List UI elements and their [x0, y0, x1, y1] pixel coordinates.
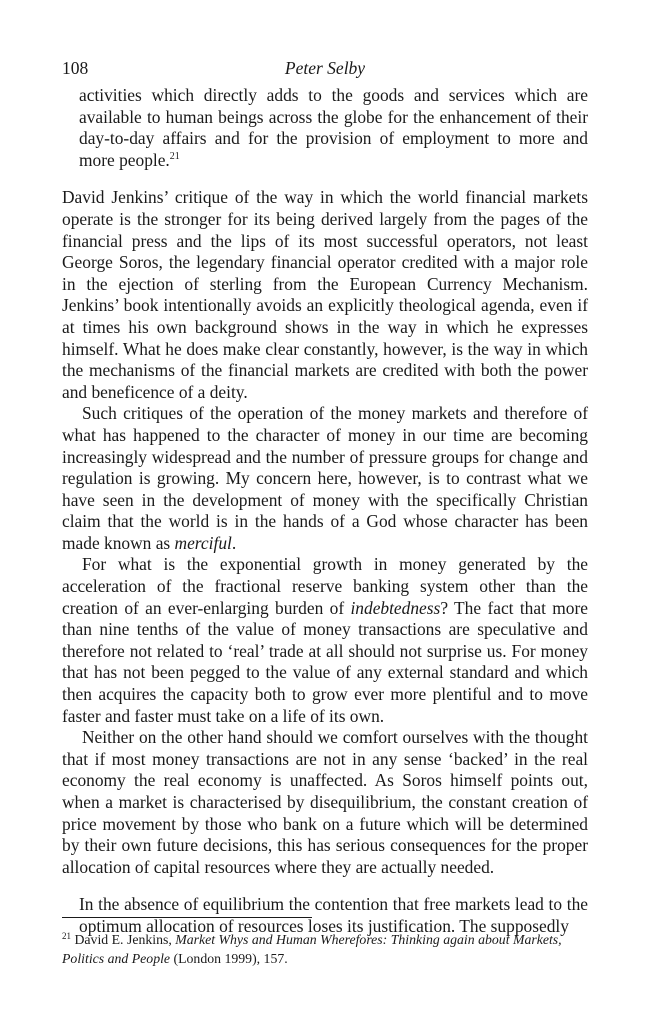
footnote-number: 21 [62, 931, 71, 941]
paragraph-2-text: Such critiques of the operation of the money markets and therefore of what has happened to the character of money in our time are becoming increasingly widespread and the number of pressure groups for change and regulation is growing. My concern here, however, is to contrast what we have seen in the development of money with the specifically Christian claim that the world is in the hands of a God whose character has been made known as [62, 403, 588, 553]
paragraph-4: Neither on the other hand should we comfort ourselves with the thought that if most money transactions are not in any sense ‘backed’ in the real economy the real economy is unaffected. As Soros himself points out, when a market is characterised by disequilibrium, the constant creation of price movement by those who bank on a future which will be determined by their own future decisions, this has serious consequences for the proper allocation of capital resources where they are actually needed. [62, 727, 588, 877]
block-quote-2: In the absence of equilibrium the contention that free markets lead to the optimum allocation of resources loses its justification. The supposedly [79, 894, 588, 936]
paragraph-3-text: For what is the exponential growth in money generated by the acceleration of the fractional reserve banking system other than the creation of an ever-enlarging burden of [62, 554, 588, 618]
footnote [62, 930, 588, 968]
page-number: 108 [62, 58, 89, 78]
emphasis-indebtedness: indebtedness [350, 597, 441, 618]
footnote-author: David E. Jenkins, [74, 932, 176, 947]
footnote-reference: 21 [169, 150, 180, 162]
emphasis-merciful: merciful [174, 532, 232, 553]
footnote-details: (London 1999), 157. [170, 951, 288, 966]
running-head: Peter Selby [284, 58, 366, 78]
footnote-title: Market Whys and Human Wherefores: Thinking again about Markets, Politics and People [62, 932, 562, 966]
footnote-divider [62, 917, 312, 918]
paragraph-2-end: . [231, 532, 237, 553]
paragraph-2 [62, 403, 588, 554]
paragraph-3 [62, 554, 588, 727]
main-text [62, 85, 588, 938]
block-quote-1-text: activities which directly adds to the goods and services which are available to human beings across the globe for the enhancement of their day-to-day affairs and for the provision of employment to more and more people. [79, 85, 588, 170]
block-quote-1 [62, 85, 588, 171]
paragraph-1: David Jenkins’ critique of the way in which the world financial markets operate is the stronger for its being derived largely from the pages of the financial press and the lips of its most successful operators, not least George Soros, the legendary financial operator credited with a major role in the ejection of sterling from the European Currency Mechanism. Jenkins’ book intentionally avoids an explicitly theological agenda, even if at times his own background shows in the way in which he expresses himself. What he does make clear constantly, however, is the way in which the mechanisms of the financial markets are credited with both the power and beneficence of a deity. [62, 187, 588, 402]
page-header [62, 58, 588, 82]
paragraph-3-end: ? The fact that more than nine tenths of the value of money transactions are speculative and therefore not related to ‘real’ trade at all should not surprise us. For money that has not been pegged to the value of any external standard and which then acquires the capacity both to grow ever more plentiful and to move faster and faster must take on a life of its own. [62, 597, 588, 726]
